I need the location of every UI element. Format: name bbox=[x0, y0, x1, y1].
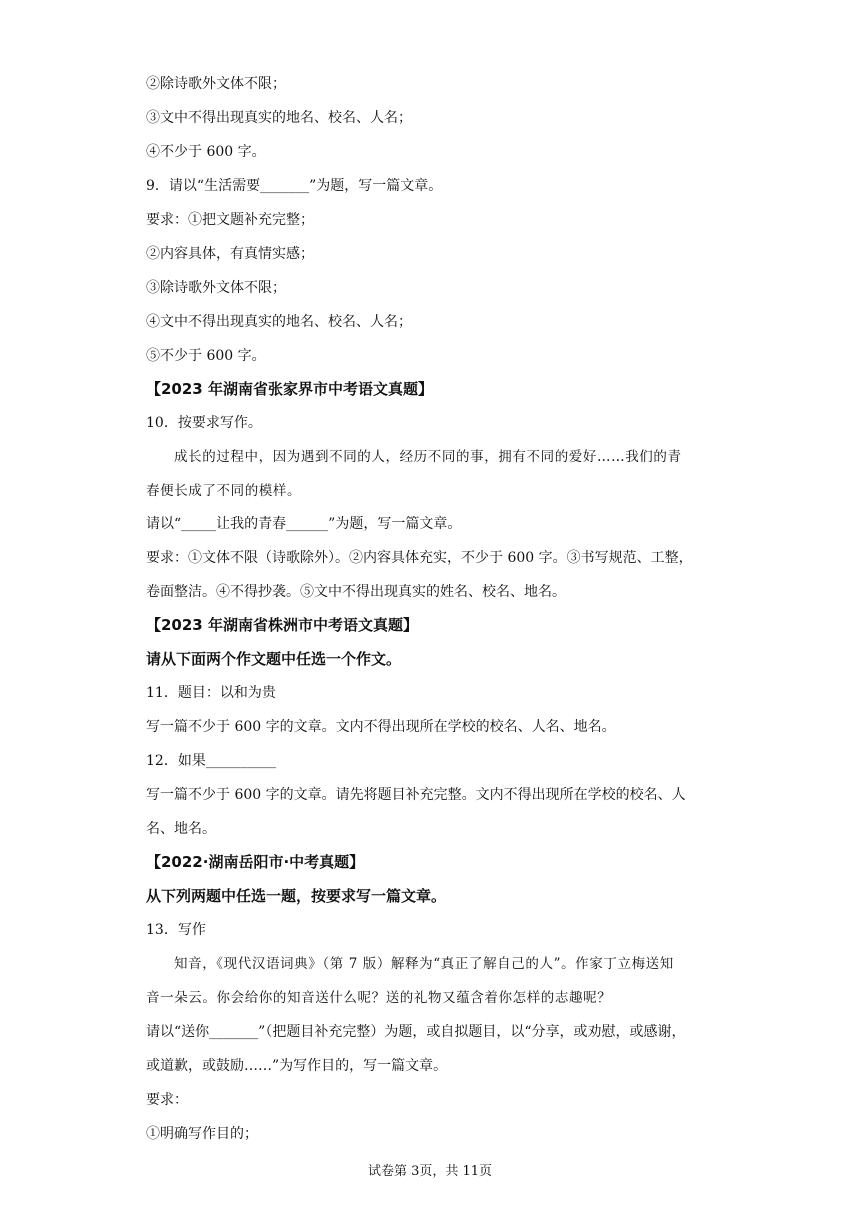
section-instruction: 从下列两题中任选一题，按要求写一篇文章。 bbox=[146, 887, 447, 905]
text-line: 名、地名。 bbox=[146, 821, 216, 837]
text-line: ③文中不得出现真实的地名、校名、人名； bbox=[146, 110, 412, 126]
text-line: 写一篇不少于 600 字的文章。文内不得出现所在学校的校名、人名、地名。 bbox=[146, 719, 616, 735]
question-13: 13．写作 bbox=[146, 922, 206, 938]
text-line: 卷面整洁。④不得抄袭。⑤文中不得出现真实的姓名、校名、地名。 bbox=[146, 584, 566, 600]
prompt-paragraph: 知音，《现代汉语词典》（第 7 版）解释为“真正了解自己的人”。作家丁立梅送知 bbox=[174, 956, 674, 972]
section-heading: 【2022·湖南岳阳市·中考真题】 bbox=[146, 853, 365, 871]
question-12: 12．如果__________ bbox=[146, 753, 276, 769]
section-instruction: 请从下面两个作文题中任选一个作文。 bbox=[146, 650, 402, 668]
text-line: ⑤不少于 600 字。 bbox=[146, 348, 266, 364]
text-line: ④不少于 600 字。 bbox=[146, 144, 266, 160]
prompt-paragraph: 音一朵云。你会给你的知音送什么呢？送的礼物又蕴含着你怎样的志趣呢？ bbox=[146, 990, 612, 1006]
text-line: 或道歉，或鼓励……”为写作目的，写一篇文章。 bbox=[146, 1058, 448, 1074]
text-line: ①明确写作目的； bbox=[146, 1126, 258, 1142]
prompt-paragraph: 春便长成了不同的模样。 bbox=[146, 483, 302, 499]
text-line: 请以“_____让我的青春______”为题，写一篇文章。 bbox=[146, 516, 462, 532]
text-line: 要求： bbox=[146, 1092, 188, 1108]
text-line: ③除诗歌外文体不限； bbox=[146, 280, 286, 296]
prompt-paragraph: 成长的过程中，因为遇到不同的人，经历不同的事，拥有不同的爱好……我们的青 bbox=[174, 449, 682, 465]
text-line: ②内容具体，有真情实感； bbox=[146, 246, 314, 262]
text-line: 要求：①把文题补充完整； bbox=[146, 212, 314, 228]
text-line: ②除诗歌外文体不限； bbox=[146, 76, 286, 92]
question-11: 11．题目：以和为贵 bbox=[146, 685, 276, 701]
section-heading: 【2023 年湖南省株洲市中考语文真题】 bbox=[146, 616, 418, 634]
question-9: 9．请以“生活需要_______”为题，写一篇文章。 bbox=[146, 178, 443, 194]
section-heading: 【2023 年湖南省张家界市中考语文真题】 bbox=[146, 380, 433, 398]
text-line: ④文中不得出现真实的地名、校名、人名； bbox=[146, 314, 412, 330]
text-line: 请以“送你_______”（把题目补充完整）为题，或自拟题目，以“分享，或劝慰，或感谢， bbox=[146, 1024, 686, 1040]
text-line: 写一篇不少于 600 字的文章。请先将题目补充完整。文内不得出现所在学校的校名、人 bbox=[146, 787, 686, 803]
page-footer: 试卷第 3页，共 11页 bbox=[367, 1164, 493, 1179]
question-10: 10．按要求写作。 bbox=[146, 415, 262, 431]
text-line: 要求：①文体不限（诗歌除外）。②内容具体充实，不少于 600 字。③书写规范、工整， bbox=[146, 550, 693, 566]
